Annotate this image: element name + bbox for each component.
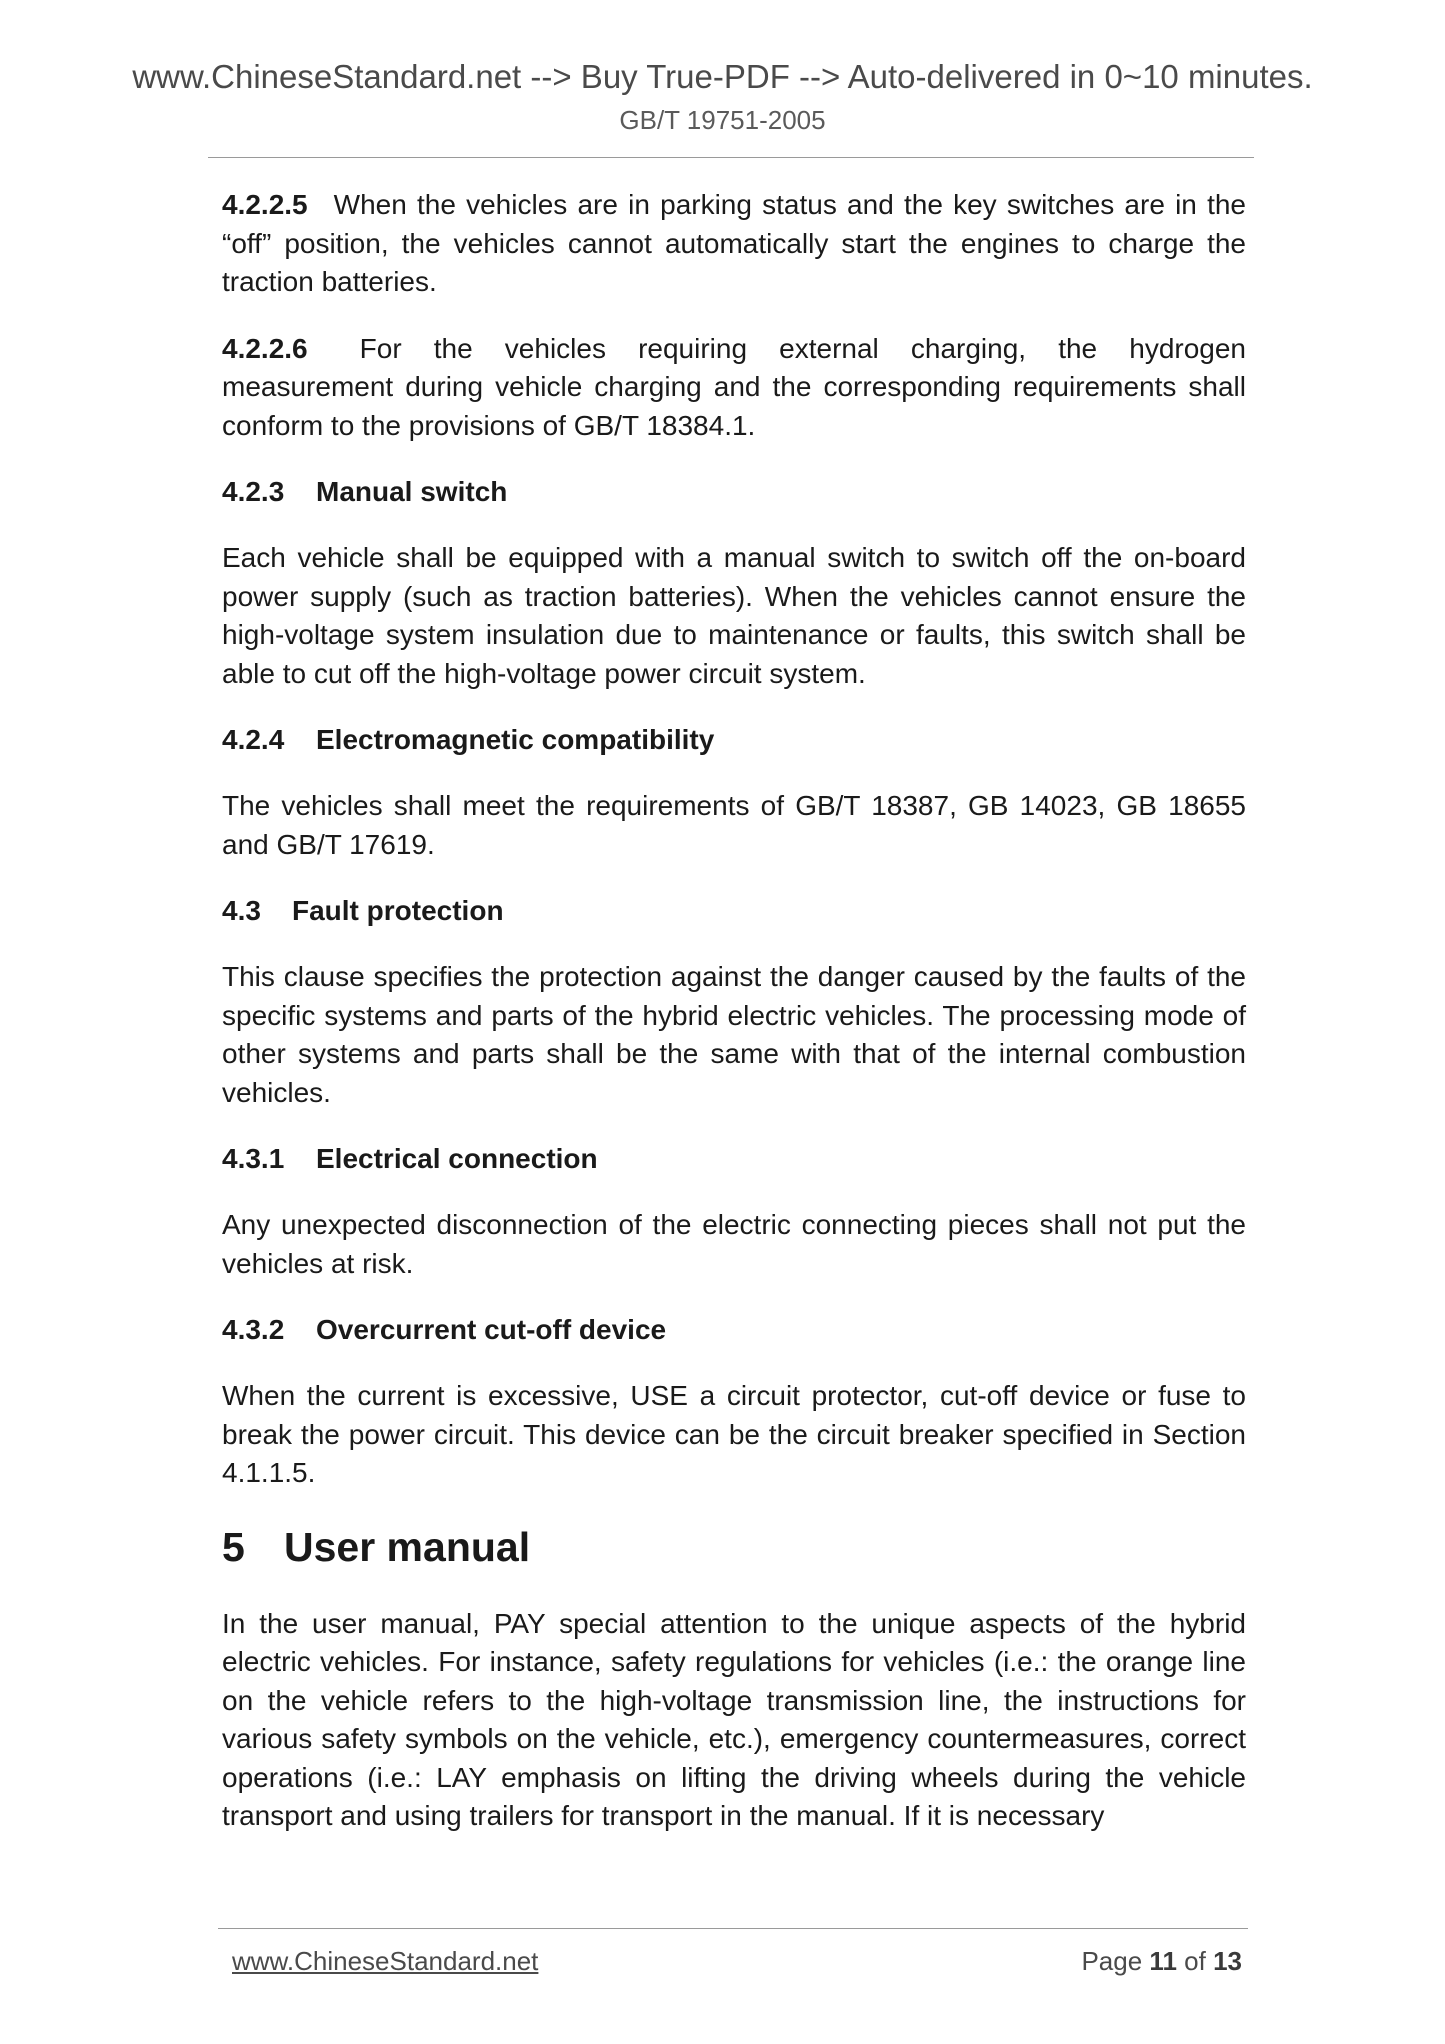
footer-divider <box>218 1928 1248 1929</box>
clause-number: 4.2.2.6 <box>222 332 308 364</box>
heading-number: 4.2.3 <box>222 476 285 507</box>
paragraph-4-3: This clause specifies the protection against the danger caused by the faults of the specific systems and parts of the hybrid electric vehicles. The processing mode of other systems and parts shall be the same with that of the internal combustion vehicles. <box>222 961 1246 1108</box>
document-body <box>222 186 1246 1836</box>
current-page: 11 <box>1149 1946 1177 1976</box>
chapter-title: User manual <box>284 1523 531 1570</box>
paragraph-4-3-2: When the current is excessive, USE a circuit protector, cut-off device or fuse to break the power circuit. This device can be the circuit breaker specified in Section 4.1.1.5. <box>222 1380 1246 1488</box>
heading-4-2-4 <box>222 721 1246 759</box>
clause-text: For the vehicles requiring external charging, the hydrogen measurement during vehicle charging and the corresponding requirements shall conform to the provisions of GB/T 18384.1. <box>222 332 1246 441</box>
paragraph-4-3-1: Any unexpected disconnection of the electric connecting pieces shall not put the vehicles at risk. <box>222 1209 1246 1279</box>
header-standard-number: GB/T 19751-2005 <box>619 105 826 135</box>
chapter-heading-5 <box>222 1521 1246 1573</box>
heading-title: Electrical connection <box>316 1143 598 1174</box>
page-of-label: of <box>1184 1946 1206 1976</box>
heading-4-3-2 <box>222 1311 1246 1349</box>
heading-4-3 <box>222 892 1246 930</box>
clause-4-2-2-5 <box>222 186 1246 302</box>
heading-number: 4.3.2 <box>222 1314 285 1345</box>
page-number <box>1081 1945 1242 1977</box>
heading-number: 4.3 <box>222 895 261 926</box>
heading-4-2-3 <box>222 473 1246 511</box>
clause-number: 4.2.2.5 <box>222 189 308 220</box>
heading-number: 4.3.1 <box>222 1143 285 1174</box>
paragraph-5: In the user manual, PAY special attention to the unique aspects of the hybrid electric vehicles. For instance, safety regulations for vehicles (i.e.: the orange line on the vehicle refers to the high-voltage transmission line, the instructions for various safety symbols on the vehicle, etc.), emergency countermeasures, correct operations (i.e.: LAY emphasis on lifting the driving wheels during the vehicle transport and using trailers for transport in the manual. If it is necessary <box>222 1607 1246 1831</box>
heading-title: Fault protection <box>292 895 504 926</box>
heading-title: Electromagnetic compatibility <box>316 724 715 755</box>
footer-site-link[interactable]: www.ChineseStandard.net <box>232 1946 539 1976</box>
heading-4-3-1 <box>222 1140 1246 1178</box>
header-divider <box>208 157 1254 158</box>
chapter-number: 5 <box>222 1523 245 1570</box>
paragraph-4-2-4: The vehicles shall meet the requirements of GB/T 18387, GB 14023, GB 18655 and GB/T 17619. <box>222 790 1246 860</box>
page-label: Page <box>1081 1946 1143 1976</box>
page-header <box>0 56 1445 136</box>
total-pages: 13 <box>1213 1946 1242 1976</box>
paragraph-4-2-3: Each vehicle shall be equipped with a manual switch to switch off the on-board power supply (such as traction batteries). When the vehicles cannot ensure the high-voltage system insulation due to maintenance or faults, this switch shall be able to cut off the high-voltage power circuit system. <box>222 542 1246 689</box>
heading-title: Manual switch <box>316 476 508 507</box>
header-banner[interactable]: www.ChineseStandard.net --> Buy True-PDF --> Auto-delivered in 0~10 minutes. <box>132 58 1313 95</box>
clause-4-2-2-6 <box>222 330 1246 446</box>
heading-number: 4.2.4 <box>222 724 285 755</box>
clause-text: When the vehicles are in parking status and the key switches are in the “off” position, the vehicles cannot automatically start the engines to charge the traction batteries. <box>222 189 1246 297</box>
heading-title: Overcurrent cut-off device <box>316 1314 667 1345</box>
